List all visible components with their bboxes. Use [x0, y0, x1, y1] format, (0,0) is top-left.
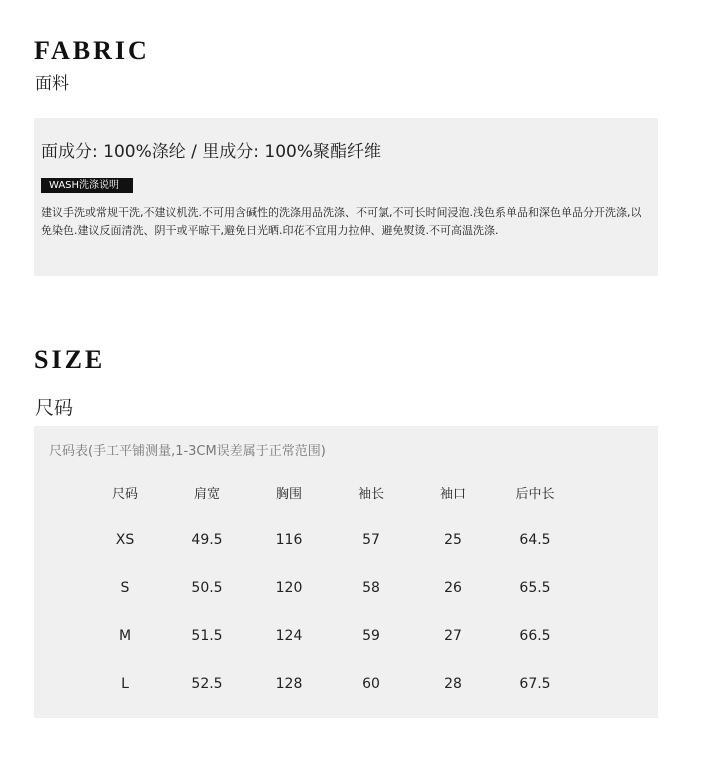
table-cell: M — [118, 628, 132, 644]
column-header: 后中长 — [515, 486, 555, 502]
column-header: 袖长 — [357, 486, 384, 502]
size-caption: 尺码表(手工平铺测量,1-3CM误差属于正常范围) — [49, 444, 326, 459]
wash-label: WASH洗涤说明 — [41, 178, 133, 193]
size-subtitle: 尺码 — [35, 397, 74, 419]
table-cell: 64.5 — [519, 532, 551, 548]
column-header: 尺码 — [111, 486, 138, 502]
table-cell: 51.5 — [191, 628, 223, 644]
size-table — [84, 468, 576, 708]
fabric-title: FABRIC — [34, 36, 150, 65]
table-row — [84, 564, 576, 612]
table-row — [84, 612, 576, 660]
table-cell: 49.5 — [191, 532, 223, 548]
table-cell: 58 — [362, 580, 380, 596]
table-row — [84, 660, 576, 708]
table-cell: 57 — [362, 532, 380, 548]
column-header: 肩宽 — [193, 486, 220, 502]
table-cell: 27 — [444, 628, 462, 644]
table-cell: 67.5 — [519, 676, 551, 692]
table-cell: XS — [115, 532, 135, 548]
table-cell: 66.5 — [519, 628, 551, 644]
table-cell: 120 — [275, 580, 303, 596]
size-table-header-row — [84, 468, 576, 516]
size-title: SIZE — [34, 345, 106, 374]
table-row — [84, 516, 576, 564]
table-cell: 128 — [275, 676, 303, 692]
table-cell: S — [120, 580, 130, 596]
fabric-composition: 面成分: 100%涤纶 / 里成分: 100%聚酯纤维 — [41, 142, 381, 162]
table-cell: 124 — [275, 628, 303, 644]
fabric-subtitle: 面料 — [35, 74, 69, 94]
table-cell: 28 — [444, 676, 462, 692]
column-header: 袖口 — [439, 486, 466, 502]
table-cell: 52.5 — [191, 676, 223, 692]
wash-instructions: 建议手洗或常规干洗,不建议机洗.不可用含碱性的洗涤用品洗涤、不可氯,不可长时间浸泡.浅色系单品和深色单品分开洗涤,以免染色.建议反面清洗、阴干或平晾干,避免日光晒.印花不宜用力拉伸、避免熨烫.不可高温洗涤. — [41, 206, 642, 237]
table-cell: 25 — [444, 532, 462, 548]
fabric-panel — [34, 118, 658, 276]
table-cell: L — [121, 676, 129, 692]
table-cell: 116 — [275, 532, 303, 548]
table-cell: 65.5 — [519, 580, 551, 596]
size-panel — [34, 426, 658, 718]
table-cell: 26 — [444, 580, 462, 596]
table-cell: 60 — [362, 676, 380, 692]
column-header: 胸围 — [275, 486, 302, 502]
table-cell: 50.5 — [191, 580, 223, 596]
table-cell: 59 — [362, 628, 380, 644]
